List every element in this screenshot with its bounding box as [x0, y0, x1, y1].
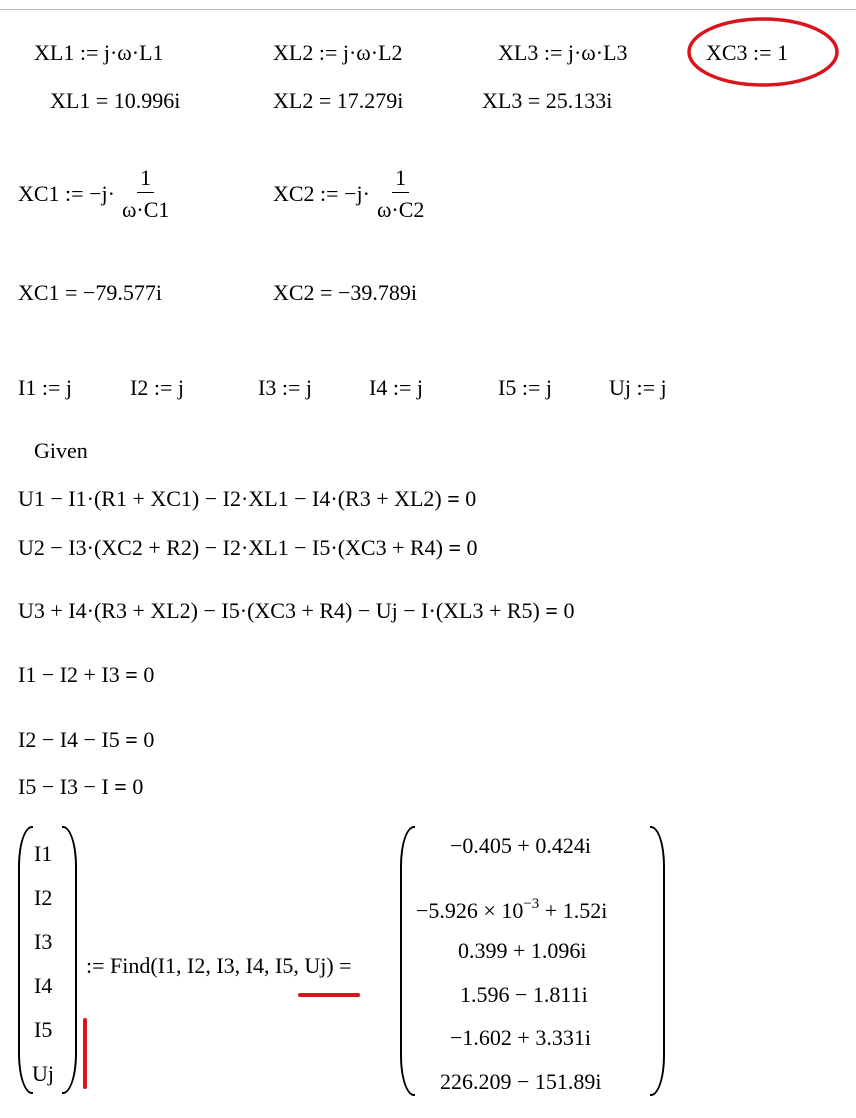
var-i5: I5 [34, 1017, 53, 1042]
result-i2-exponent: −3 [523, 896, 540, 912]
vars-left-paren [18, 826, 33, 1094]
xc2-result[interactable]: XC2 = −39.789i [273, 280, 417, 305]
xc1-result[interactable]: XC1 = −79.577i [18, 280, 162, 305]
var-i4: I4 [34, 973, 53, 998]
equation-6[interactable] [18, 776, 143, 798]
equation-5-rhs: 0 [137, 727, 155, 752]
equation-2-rhs: 0 [461, 535, 478, 560]
var-i1: I1 [34, 841, 53, 866]
xl1-definition[interactable]: XL1 := j·ω·L1 [34, 40, 164, 65]
equation-1-lhs: U1 − I1·(R1 + XC1) − I2·XL1 − I4·(R3 + XL2) [18, 486, 448, 511]
var-i2: I2 [34, 885, 53, 910]
equation-6-rhs: 0 [126, 774, 144, 799]
xl1-result[interactable]: XL1 = 10.996i [50, 88, 181, 113]
xc3-highlight-circle [684, 14, 842, 92]
equation-4-lhs: I1 − I2 + I3 [18, 662, 126, 687]
uj-cursor-mark [83, 1018, 87, 1089]
result-i2[interactable] [416, 897, 607, 922]
equation-1-operator: = [447, 486, 460, 511]
result-i5[interactable]: −1.602 + 3.331i [450, 1025, 591, 1050]
result-left-paren [400, 826, 415, 1096]
equation-3[interactable] [18, 600, 574, 622]
result-right-paren [650, 826, 665, 1096]
xc1-denominator: ω·C1 [121, 197, 170, 223]
guess-i1[interactable]: I1 := j [18, 375, 72, 400]
xc1-fraction [119, 165, 172, 223]
guess-i2[interactable]: I2 := j [130, 375, 184, 400]
equation-3-operator: = [545, 598, 558, 623]
xc1-lhs: XC1 := −j· [18, 180, 115, 206]
guess-i3[interactable]: I3 := j [258, 375, 312, 400]
xc2-definition[interactable] [273, 165, 427, 223]
find-expression[interactable]: := Find(I1, I2, I3, I4, I5, Uj) = [86, 953, 352, 978]
xl3-definition[interactable]: XL3 := j·ω·L3 [498, 40, 628, 65]
equation-4-rhs: 0 [137, 662, 155, 687]
xc1-numerator: 1 [137, 165, 154, 193]
var-uj: Uj [32, 1061, 54, 1086]
result-i2-imag: + 1.52i [539, 898, 608, 923]
uj-underline-mark [298, 993, 360, 997]
equation-1-rhs: 0 [459, 486, 477, 511]
result-i1[interactable]: −0.405 + 0.424i [450, 833, 591, 858]
equation-4-operator: = [125, 662, 138, 687]
equation-5-operator: = [125, 727, 138, 752]
equation-2-lhs: U2 − I3·(XC2 + R2) − I2·XL1 − I5·(XC3 + R4) [18, 535, 449, 560]
vars-right-paren [62, 826, 77, 1094]
equation-2[interactable] [18, 537, 478, 559]
equation-3-rhs: 0 [557, 598, 575, 623]
equation-6-operator: = [114, 774, 127, 799]
equation-1[interactable] [18, 488, 476, 510]
equation-5-lhs: I2 − I4 − I5 [18, 727, 126, 752]
xc2-lhs: XC2 := −j· [273, 180, 370, 206]
xc1-definition[interactable] [18, 165, 172, 223]
guess-i4[interactable]: I4 := j [369, 375, 423, 400]
result-i3[interactable]: 0.399 + 1.096i [458, 938, 587, 963]
equation-4[interactable] [18, 664, 154, 686]
guess-i5[interactable]: I5 := j [498, 375, 552, 400]
xc3-definition[interactable]: XC3 := 1 [706, 40, 789, 65]
xc2-fraction [374, 165, 427, 223]
xc2-numerator: 1 [392, 165, 409, 193]
equation-3-lhs: U3 + I4·(R3 + XL2) − I5·(XC3 + R4) − Uj − I·(XL3 + R5) [18, 598, 546, 623]
xc2-denominator: ω·C2 [376, 197, 425, 223]
given-keyword[interactable]: Given [34, 438, 88, 463]
equation-6-lhs: I5 − I3 − I [18, 774, 115, 799]
xl2-definition[interactable]: XL2 := j·ω·L2 [273, 40, 403, 65]
xl2-result[interactable]: XL2 = 17.279i [273, 88, 404, 113]
var-i3: I3 [34, 929, 53, 954]
equation-2-operator: = [448, 535, 462, 560]
result-i4[interactable]: 1.596 − 1.811i [460, 982, 588, 1007]
xl3-result[interactable]: XL3 = 25.133i [482, 88, 613, 113]
result-uj[interactable]: 226.209 − 151.89i [440, 1069, 602, 1094]
guess-uj[interactable]: Uj := j [609, 375, 667, 400]
equation-5[interactable] [18, 729, 154, 751]
result-i2-mantissa: −5.926 × 10 [416, 898, 524, 923]
top-divider [0, 9, 856, 10]
